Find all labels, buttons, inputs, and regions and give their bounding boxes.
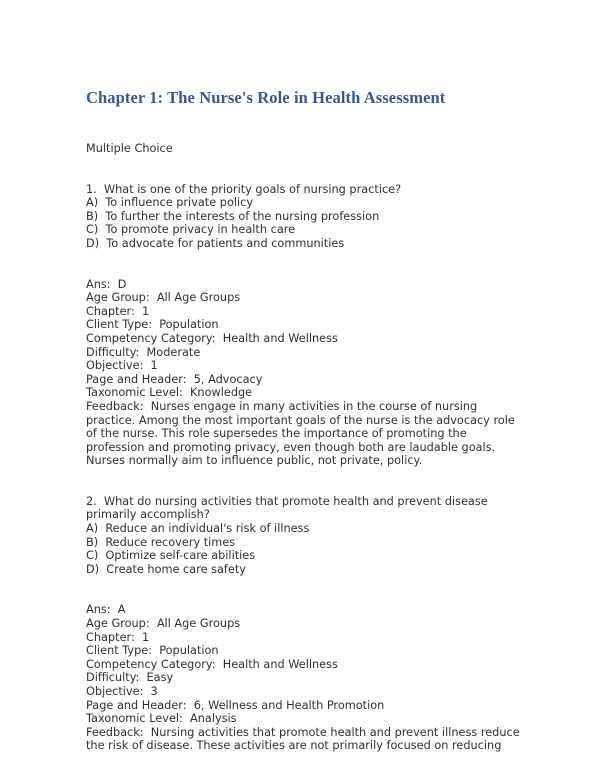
question-option: B) Reduce recovery times — [86, 535, 236, 549]
meta-chapter: Chapter: 1 — [86, 630, 150, 644]
answer-metadata-block — [86, 278, 520, 468]
question-stem: 1. What is one of the priority goals of nursing practice? — [86, 182, 402, 196]
section-label-multiple-choice: Multiple Choice — [86, 142, 173, 155]
meta-chapter: Chapter: 1 — [86, 304, 150, 318]
question-block — [86, 495, 520, 577]
meta-competency-category: Competency Category: Health and Wellness — [86, 331, 338, 345]
meta-taxonomic-level: Taxonomic Level: Knowledge — [86, 386, 253, 400]
question-stem: 2. What do nursing activities that promote health and prevent disease primarily accomplish? — [86, 494, 492, 522]
meta-taxonomic-level: Taxonomic Level: Analysis — [86, 712, 237, 726]
answer-metadata-block — [86, 603, 524, 753]
meta-feedback: Feedback: Nursing activities that promote health and prevent illness reduce the risk of disease. These activities are not primarily focused on reducing — [86, 725, 524, 753]
meta-competency-category: Competency Category: Health and Wellness — [86, 657, 338, 671]
meta-client-type: Client Type: Population — [86, 644, 219, 658]
question-option: C) Optimize self-care abilities — [86, 549, 256, 563]
question-option: B) To further the interests of the nursing profession — [86, 209, 380, 223]
page-title: Chapter 1: The Nurse's Role in Health Assessment — [86, 88, 446, 107]
document-content — [86, 88, 524, 753]
meta-objective: Objective: 1 — [86, 359, 158, 373]
question-option: D) To advocate for patients and communities — [86, 236, 345, 250]
question-option: A) Reduce an individual's risk of illness — [86, 522, 310, 536]
meta-age-group: Age Group: All Age Groups — [86, 291, 241, 305]
meta-answer: Ans: A — [86, 603, 126, 617]
meta-client-type: Client Type: Population — [86, 318, 219, 332]
meta-answer: Ans: D — [86, 277, 127, 291]
question-option: D) Create home care safety — [86, 562, 246, 576]
meta-page-and-header: Page and Header: 5, Advocacy — [86, 372, 263, 386]
meta-difficulty: Difficulty: Easy — [86, 671, 174, 685]
meta-page-and-header: Page and Header: 6, Wellness and Health Promotion — [86, 698, 385, 712]
meta-age-group: Age Group: All Age Groups — [86, 617, 241, 631]
question-block — [86, 183, 520, 251]
meta-objective: Objective: 3 — [86, 685, 158, 698]
meta-feedback: Feedback: Nurses engage in many activities in the course of nursing practice. Among the most important goals of the nurse is the advocacy role of the nurse. This role supersedes the importance of promoting the profession and promoting privacy, even though both are laudable goals. Nurses normally aim to influence public, not private, policy. — [86, 399, 519, 468]
question-option: A) To influence private policy — [86, 196, 254, 210]
meta-difficulty: Difficulty: Moderate — [86, 345, 201, 359]
question-option: C) To promote privacy in health care — [86, 223, 296, 237]
